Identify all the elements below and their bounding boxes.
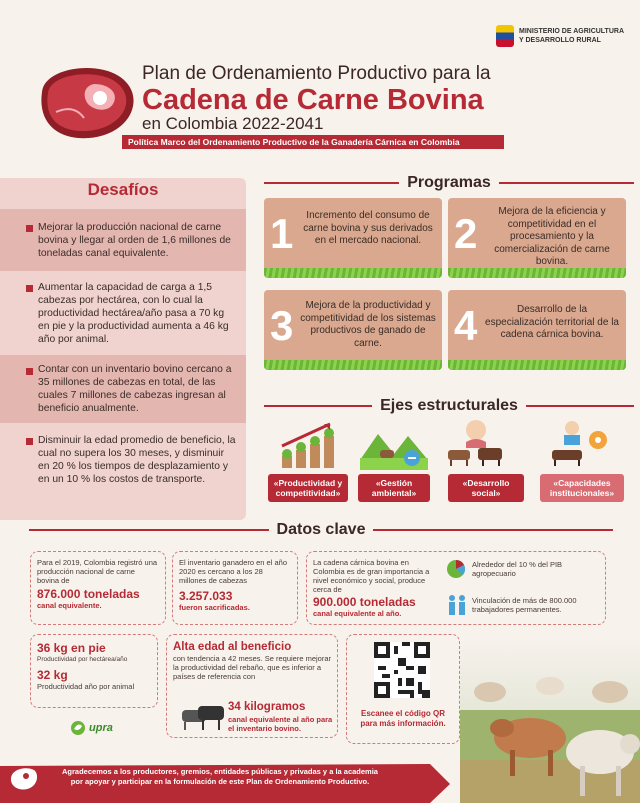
dato-pib: Alrededor del 10 % del PIB agropecuario (472, 560, 563, 578)
dato-kilogramos: 34 kilogramos (228, 701, 306, 713)
eje-ambiental-badge: «Gestión ambiental» (358, 474, 430, 502)
dato-text: Para el 2019, Colombia registró una producción nacional de carne bovina de (37, 558, 158, 585)
dato-value: 32 kg (37, 668, 68, 682)
dato-trabajadores: Vinculación de más de 800.000 trabajadores permanentes. (472, 596, 577, 614)
dato-sub: Productividad año por animal (37, 682, 135, 691)
eje-productividad-badge: «Productividad y competitividad» (268, 474, 348, 502)
eje-institucional-badge: «Capacidades institucionales» (540, 474, 624, 502)
dato-text: El inventario ganadero en el año 2020 es cercano a los 28 millones de cabezas (179, 558, 287, 585)
programa-text: Mejora de la productividad y competitividad de los sistemas productivos de ganado de carne. (300, 300, 436, 349)
programa-card (264, 290, 442, 370)
desafio-item: Disminuir la edad promedio de beneficio, la cual no supera los 30 meses, y disminuir en 20 % los tiempos de desplazamiento y en un 10 % los costos de transporte. (0, 430, 246, 502)
programa-text: Incremento del consumo de carne bovina y sus derivados en el mercado nacional. (303, 210, 433, 246)
datos-title: Datos clave (276, 521, 366, 538)
dato-kilogramos-sub: canal equivalente al año para el inventario bovino. (228, 715, 333, 733)
desafio-item: Contar con un inventario bovino cercano a 35 millones de cabezas en total, de las cuales 7 millones de cabezas ingresan al beneficio anualmente. (0, 355, 246, 423)
programas-title: Programas (407, 174, 491, 191)
grass-decoration (448, 268, 626, 278)
steak-icon (34, 62, 142, 144)
qr-code-icon[interactable] (374, 642, 430, 698)
cattle-icon (180, 702, 226, 732)
dato-productividad-box (30, 634, 158, 708)
dato-text: con tendencia a 42 meses. Se requiere mejorar la productividad del rebaño, que es inferior a países de referencia con (173, 654, 332, 681)
programa-number: 2 (454, 210, 478, 257)
dato-sub: canal equivalente. (37, 601, 102, 610)
social-development-icon (442, 418, 510, 468)
programa-text: Desarrollo de la especialización territorial de la cadena cárnica bovina. (485, 304, 619, 340)
programa-card (264, 198, 442, 278)
pie-chart-icon (446, 559, 466, 579)
datos-heading (8, 521, 634, 539)
programas-heading (264, 174, 634, 192)
upra-text: upra (89, 722, 113, 734)
programa-number: 3 (270, 302, 294, 349)
dato-value: 3.257.033 (179, 589, 233, 603)
programa-number: 1 (270, 210, 294, 257)
upra-logo (70, 720, 113, 736)
desafio-item: Aumentar la capacidad de carga a 1,5 cabezas por hectárea, con lo cual la productividad hectárea/año pasa a 70 kg en pie y la productividad aumenta a 46 kg año por animal. (0, 275, 246, 351)
ejes-title: Ejes estructurales (380, 397, 518, 414)
title-line-1: Plan de Ordenamiento Productivo para la (142, 63, 491, 84)
title-line-3: en Colombia 2022-2041 (142, 114, 324, 133)
programa-card (448, 290, 626, 370)
ministry-logo (496, 24, 636, 48)
grass-decoration (264, 268, 442, 278)
dato-sub: canal equivalente al año. (313, 609, 402, 618)
bullet-icon (26, 225, 33, 232)
bullet-icon (26, 285, 33, 292)
eje-social-badge: «Desarrollo social» (448, 474, 524, 502)
footer-text: Agradecemos a los productores, gremios, entidades públicas y privadas y a la academia por apoyar y participar en la formulación de este Plan de Ordenamiento Productivo. (62, 767, 378, 786)
programa-text: Mejora de la eficiencia y competitividad en el procesamiento y la comercialización de carne bovina. (494, 206, 610, 267)
productivity-icon (278, 420, 346, 470)
dato-sub: fueron sacrificadas. (179, 603, 250, 612)
colombia-seal-icon (496, 25, 514, 47)
dato-value: 36 kg en pie (37, 641, 106, 655)
subtitle-band: Política Marco del Ordenamiento Productivo de la Ganadería Cárnica en Colombia (122, 135, 504, 149)
dato-sub: Productividad por hectárea/año (37, 656, 128, 663)
dato-value: 900.000 toneladas (313, 595, 416, 609)
ejes-heading (264, 397, 634, 415)
institutional-icon (546, 418, 614, 468)
dato-inventario-box (172, 551, 298, 625)
programa-number: 4 (454, 302, 478, 349)
programa-card (448, 198, 626, 278)
upra-leaf-icon (70, 720, 86, 736)
bullet-icon (26, 438, 33, 445)
dato-value: Alta edad al beneficio (173, 641, 292, 653)
grass-decoration (448, 360, 626, 370)
dato-value: 876.000 toneladas (37, 587, 140, 601)
title-line-2: Cadena de Carne Bovina (142, 84, 484, 116)
ministry-name-line2: Y DESARROLLO RURAL (519, 37, 601, 44)
workers-icon (446, 594, 468, 616)
desafios-title: Desafíos (87, 180, 159, 199)
bullet-icon (26, 368, 33, 375)
dato-produccion-box (30, 551, 166, 625)
environment-icon (360, 420, 428, 470)
dato-text: La cadena cárnica bovina en Colombia es de gran importancia a nivel económico y social, produce cerca de (313, 558, 430, 594)
desafio-item: Mejorar la producción nacional de carne bovina y llegar al orden de 1,6 millones de toneladas canal equivalente. (0, 209, 246, 271)
ministry-name-line1: MINISTERIO DE AGRICULTURA (519, 28, 624, 35)
grass-decoration (264, 360, 442, 370)
qr-caption: Escanee el código QR para más información. (360, 709, 446, 728)
footer-steak-icon (8, 766, 38, 792)
